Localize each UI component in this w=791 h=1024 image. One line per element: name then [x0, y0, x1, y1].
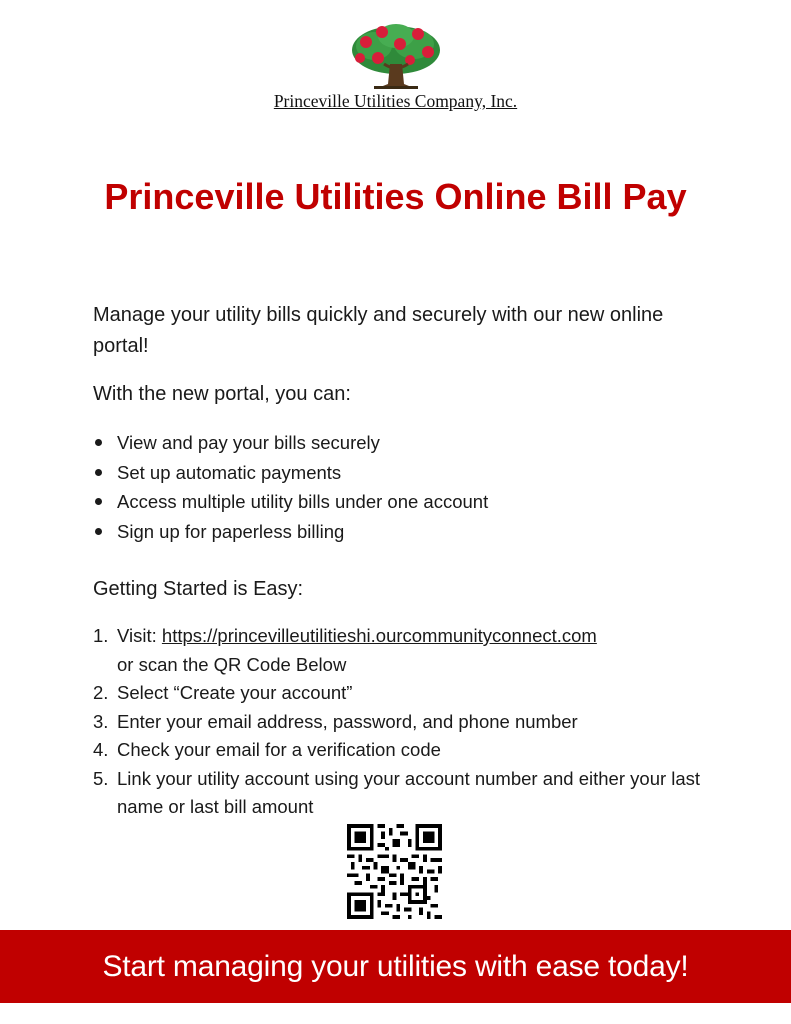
- steps-list: [93, 622, 733, 822]
- step-number: 2.: [93, 682, 109, 703]
- features-list: [93, 428, 488, 546]
- intro-text: Manage your utility bills quickly and securely with our new online portal!: [93, 304, 664, 357]
- step-item: [93, 765, 733, 822]
- portal-link[interactable]: https://princevilleutilitieshi.ourcommunityconnect.com: [161, 625, 597, 646]
- list-item: View and pay your bills securely: [93, 428, 488, 458]
- getting-started-heading: Getting Started is Easy:: [93, 578, 304, 600]
- company-name: Princeville Utilities Company, Inc.: [273, 91, 518, 111]
- step-suffix: or scan the QR Code Below: [117, 653, 347, 675]
- step-text: Check your email for a verification code: [117, 739, 441, 760]
- list-item: Set up automatic payments: [93, 458, 488, 488]
- qr-code-icon[interactable]: [347, 824, 442, 919]
- bullet-icon: [95, 469, 102, 476]
- step-number: 1.: [93, 625, 109, 646]
- step-prefix: Visit:: [117, 625, 162, 646]
- step-number: 5.: [93, 767, 109, 789]
- list-item: Sign up for paperless billing: [93, 517, 488, 547]
- page-title: Princeville Utilities Online Bill Pay: [104, 176, 687, 217]
- step-text: Enter your email address, password, and phone number: [117, 710, 578, 732]
- step-item: [93, 736, 733, 765]
- step-number: 3.: [93, 710, 109, 732]
- bullet-icon: [95, 439, 102, 446]
- tree-logo-icon: [348, 20, 444, 92]
- step-number: 4.: [93, 739, 109, 760]
- bottom-banner: [0, 930, 791, 1003]
- step-text: Link your utility account using your account number and either your last name or last bill amount: [117, 767, 701, 817]
- bullet-icon: [95, 498, 102, 505]
- step-item: [93, 708, 733, 737]
- step-item: [93, 622, 733, 679]
- features-heading: With the new portal, you can:: [93, 383, 351, 405]
- step-item: [93, 679, 733, 708]
- banner-text: Start managing your utilities with ease today!: [102, 949, 689, 983]
- bullet-icon: [95, 528, 102, 535]
- list-item: Access multiple utility bills under one account: [93, 487, 488, 517]
- step-text: Select “Create your account”: [117, 682, 353, 703]
